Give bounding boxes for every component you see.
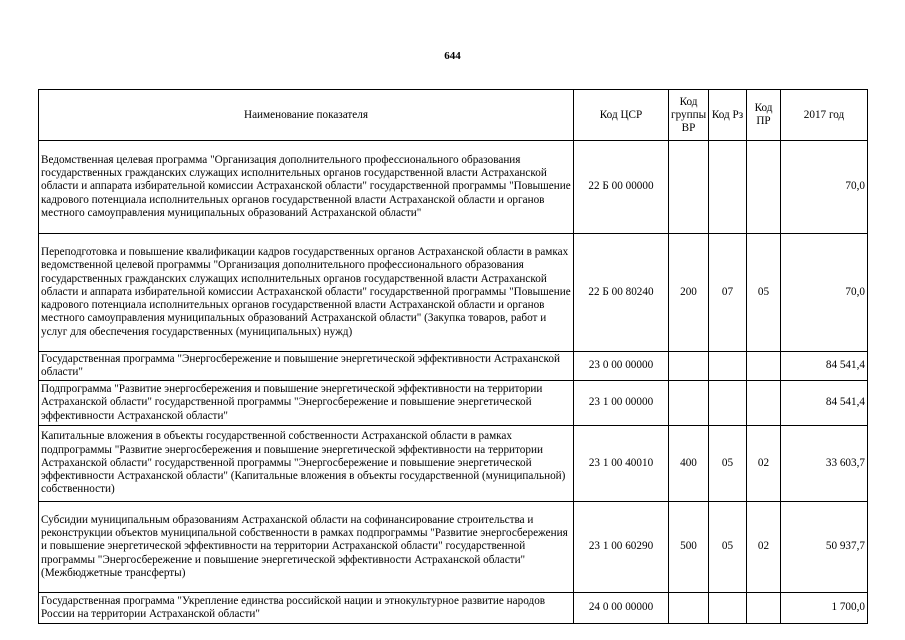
table-header-row — [39, 90, 868, 141]
header-csr: Код ЦСР — [574, 90, 669, 141]
row-vr — [669, 381, 709, 426]
row-pr: 02 — [747, 502, 781, 593]
row-csr: 24 0 00 00000 — [574, 593, 669, 624]
row-pr — [747, 352, 781, 381]
table-row — [39, 381, 868, 426]
row-rz — [709, 141, 747, 234]
row-name: Субсидии муниципальным образованиям Астраханской области на софинансирование строительства и реконструкции объектов муниципальной собственности в рамках подпрограммы "Развитие энергосбережения и повышение энергетической эффективности на территории Астраханской области" государственной программы "Энергосбережение и повышение энергетической эффективности Астраханской области" (Межбюджетные трансферты) — [39, 502, 574, 593]
header-year: 2017 год — [781, 90, 868, 141]
row-vr: 200 — [669, 234, 709, 352]
row-pr — [747, 381, 781, 426]
row-pr — [747, 141, 781, 234]
row-vr: 400 — [669, 426, 709, 502]
row-pr — [747, 593, 781, 624]
header-pr: Код ПР — [747, 90, 781, 141]
row-rz: 05 — [709, 502, 747, 593]
row-name: Государственная программа "Энергосбережение и повышение энергетической эффективности Астраханской области" — [39, 352, 574, 381]
table-row — [39, 141, 868, 234]
row-amount: 70,0 — [781, 234, 868, 352]
row-vr — [669, 593, 709, 624]
row-amount: 84 541,4 — [781, 381, 868, 426]
row-amount: 50 937,7 — [781, 502, 868, 593]
row-name: Ведомственная целевая программа "Организация дополнительного профессионального образования государственных гражданских служащих исполнительных органов государственной власти Астраханской области и аппарата избирательной комиссии Астраханской области" государственной программы "Повышение кадрового потенциала исполнительных органов государственной власти Астраханской области и органов местного самоуправления муниципальных образований Астраханской области" — [39, 141, 574, 234]
header-vr: Код группы ВР — [669, 90, 709, 141]
row-amount: 70,0 — [781, 141, 868, 234]
row-csr: 23 1 00 00000 — [574, 381, 669, 426]
header-name: Наименование показателя — [39, 90, 574, 141]
row-csr: 22 Б 00 00000 — [574, 141, 669, 234]
budget-table — [38, 89, 868, 624]
row-csr: 23 0 00 00000 — [574, 352, 669, 381]
row-amount: 33 603,7 — [781, 426, 868, 502]
row-csr: 23 1 00 60290 — [574, 502, 669, 593]
row-vr: 500 — [669, 502, 709, 593]
row-csr: 22 Б 00 80240 — [574, 234, 669, 352]
table-row — [39, 234, 868, 352]
row-rz — [709, 352, 747, 381]
table-row — [39, 593, 868, 624]
row-name: Переподготовка и повышение квалификации кадров государственных органов Астраханской области в рамках ведомственной целевой программы "Организация дополнительного профессионального образования государственных гражданских служащих исполнительных органов государственной власти Астраханской области и аппарата избирательной комиссии Астраханской области" государственной программы "Повышение кадрового потенциала исполнительных органов государственной власти Астраханской области и органов местного самоуправления муниципальных образований Астраханской области" (Закупка товаров, работ и услуг для обеспечения государственных (муниципальных) нужд) — [39, 234, 574, 352]
row-vr — [669, 141, 709, 234]
row-amount: 1 700,0 — [781, 593, 868, 624]
row-rz: 07 — [709, 234, 747, 352]
table-row — [39, 502, 868, 593]
page-number: 644 — [444, 50, 461, 62]
row-name: Подпрограмма "Развитие энергосбережения и повышение энергетической эффективности на территории Астраханской области" государственной программы "Энергосбережение и повышение энергетической эффективности Астраханской области" — [39, 381, 574, 426]
row-rz — [709, 593, 747, 624]
row-pr: 02 — [747, 426, 781, 502]
table-row — [39, 426, 868, 502]
row-name: Государственная программа "Укрепление единства российской нации и этнокультурное развитие народов России на территории Астраханской области" — [39, 593, 574, 624]
row-name: Капитальные вложения в объекты государственной собственности Астраханской области в рамках подпрограммы "Развитие энергосбережения и повышение энергетической эффективности на территории Астраханской области" государственной программы "Энергосбережение и повышение энергетической эффективности Астраханской области" (Капитальные вложения в объекты государственной (муниципальной) собственности) — [39, 426, 574, 502]
row-csr: 23 1 00 40010 — [574, 426, 669, 502]
row-vr — [669, 352, 709, 381]
row-rz: 05 — [709, 426, 747, 502]
row-rz — [709, 381, 747, 426]
row-amount: 84 541,4 — [781, 352, 868, 381]
table-row — [39, 352, 868, 381]
row-pr: 05 — [747, 234, 781, 352]
header-rz: Код Рз — [709, 90, 747, 141]
